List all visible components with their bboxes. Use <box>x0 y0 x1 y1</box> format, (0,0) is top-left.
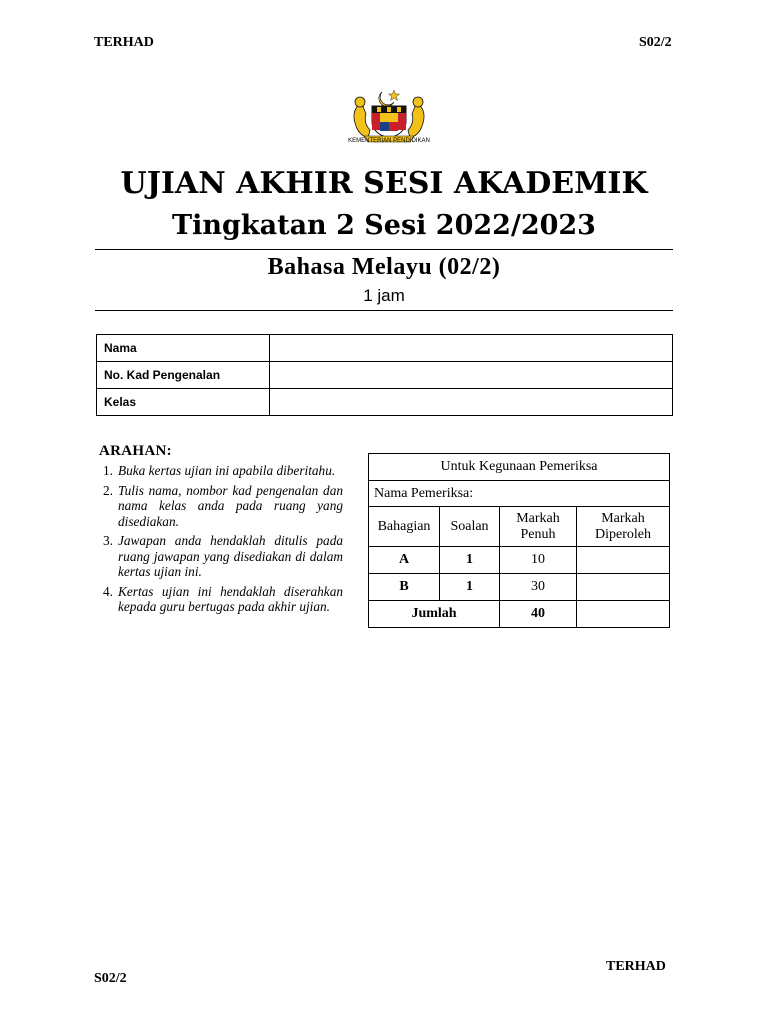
section-cell: A <box>369 547 440 574</box>
instruction-item <box>103 463 343 479</box>
marks-row-a <box>369 547 670 574</box>
examiner-title-row <box>369 454 670 481</box>
question-cell: 1 <box>440 547 500 574</box>
title-divider-bottom <box>95 310 673 311</box>
header-obtained-line1: Markah <box>601 510 645 526</box>
identity-label: Kelas <box>97 389 270 416</box>
marks-row-b <box>369 574 670 601</box>
header-obtained-line2: Diperoleh <box>595 526 651 542</box>
marks-total-row <box>369 601 670 628</box>
class-field[interactable] <box>270 389 673 416</box>
marks-header-row <box>369 507 670 547</box>
instruction-number: 2. <box>103 482 113 498</box>
total-full-marks: 40 <box>500 601 577 628</box>
exam-form-session: Tingkatan 2 Sesi 2022/2023 <box>172 210 596 241</box>
identity-row-class <box>97 389 673 416</box>
crest-caption: KEMENTERIAN PENDIDIKAN <box>348 138 430 144</box>
instruction-number: 4. <box>103 583 113 599</box>
identity-label: Nama <box>97 335 270 362</box>
footer-classification: TERHAD <box>606 959 666 974</box>
full-marks-cell: 30 <box>500 574 577 601</box>
total-label: Jumlah <box>369 601 500 628</box>
header-classification: TERHAD <box>94 35 154 50</box>
header-section: Bahagian <box>369 507 440 547</box>
identity-label: No. Kad Pengenalan <box>97 362 270 389</box>
header-full-marks-line1: Markah <box>516 510 560 526</box>
instruction-text: Buka kertas ujian ini apabila diberitahu. <box>118 463 336 478</box>
total-obtained-field[interactable] <box>577 601 670 628</box>
instruction-text: Kertas ujian ini hendaklah diserahkan kepada guru bertugas pada akhir ujian. <box>118 583 343 614</box>
examiner-name-label: Nama Pemeriksa: <box>369 481 670 507</box>
exam-title: UJIAN AKHIR SESI AKADEMIK <box>120 166 648 201</box>
header-obtained-marks <box>577 507 670 547</box>
obtained-marks-field[interactable] <box>577 574 670 601</box>
header-question: Soalan <box>440 507 500 547</box>
identity-row-name <box>97 335 673 362</box>
obtained-marks-field[interactable] <box>577 547 670 574</box>
identity-row-ic <box>97 362 673 389</box>
instructions-list <box>103 463 343 619</box>
candidate-identity-table <box>96 334 673 416</box>
examiner-name-row <box>369 481 670 507</box>
instruction-item <box>103 483 343 530</box>
instruction-number: 3. <box>103 533 113 548</box>
header-paper-code: S02/2 <box>639 35 672 50</box>
full-marks-cell: 10 <box>500 547 577 574</box>
exam-duration: 1 jam <box>363 286 405 305</box>
name-field[interactable] <box>270 335 673 362</box>
header-full-marks <box>500 507 577 547</box>
exam-subject: Bahasa Melayu (02/2) <box>267 254 501 280</box>
instruction-text: Jawapan anda hendaklah ditulis pada ruang jawapan yang disediakan di dalam kertas ujian ini. <box>118 533 343 579</box>
instruction-item <box>103 533 343 580</box>
title-divider-top <box>95 249 673 250</box>
examiner-table-title: Untuk Kegunaan Pemeriksa <box>369 454 670 481</box>
instruction-item <box>103 584 343 615</box>
instructions-heading: ARAHAN: <box>99 443 172 459</box>
instruction-number: 1. <box>103 463 113 478</box>
section-cell: B <box>369 574 440 601</box>
header-full-marks-line2: Penuh <box>520 526 556 542</box>
footer-paper-code: S02/2 <box>94 971 127 986</box>
examiner-marks-table <box>368 453 670 628</box>
question-cell: 1 <box>440 574 500 601</box>
ic-number-field[interactable] <box>270 362 673 389</box>
instruction-text: Tulis nama, nombor kad pengenalan dan nama kelas anda pada ruang yang disediakan. <box>118 482 343 529</box>
